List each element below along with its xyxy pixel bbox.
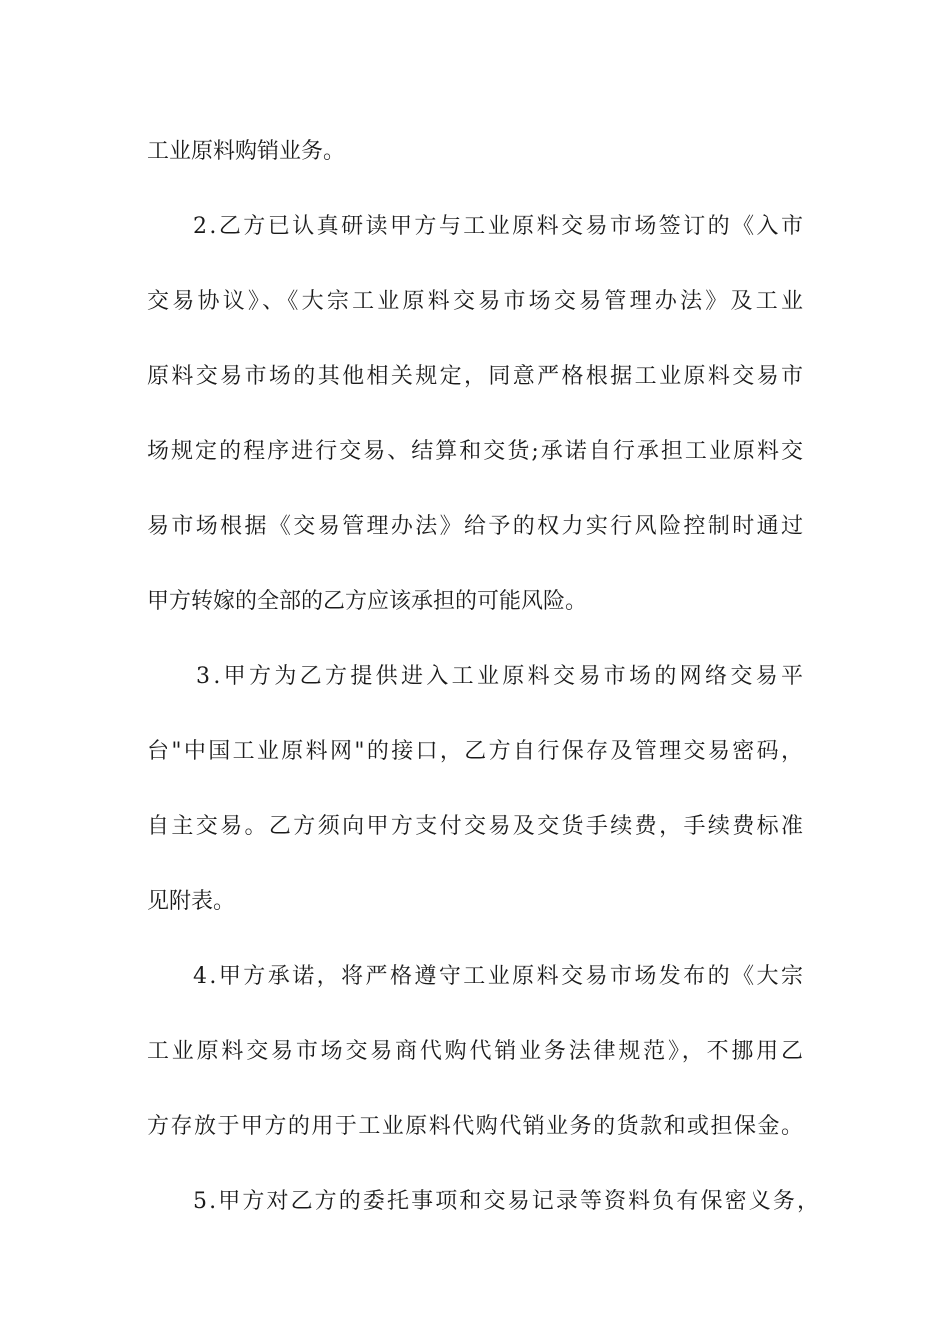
text-line-content: 交易协议》、《大宗工业原料交易市场交易管理办法》及工业	[147, 289, 807, 314]
text-line-content: 4.甲方承诺，将严格遵守工业原料交易市场发布的《大宗	[193, 964, 806, 989]
text-line-content: 工业原料交易市场交易商代购代销业务法律规范》，不挪用乙	[147, 1039, 806, 1064]
text-line	[0, 882, 950, 922]
text-line-content: 2.乙方已认真研读甲方与工业原料交易市场签订的《入市	[193, 214, 806, 239]
text-line	[0, 1182, 950, 1222]
text-line	[0, 282, 950, 322]
text-line-content: 工业原料购销业务。	[147, 139, 346, 164]
text-line-content: 自主交易。乙方须向甲方支付交易及交货手续费，手续费标准	[147, 814, 806, 839]
text-line-content: 原料交易市场的其他相关规定，同意严格根据工业原料交易市	[147, 364, 806, 389]
text-line-content: 3.甲方为乙方提供进入工业原料交易市场的网络交易平	[196, 664, 807, 689]
text-line-content: 见附表。	[147, 889, 236, 914]
text-line	[0, 582, 950, 622]
text-line	[0, 432, 950, 472]
text-line	[0, 207, 950, 247]
text-line	[0, 507, 950, 547]
text-line	[0, 1032, 950, 1072]
text-line-content: 场规定的程序进行交易、结算和交货;承诺自行承担工业原料交	[147, 439, 806, 464]
text-line-content: 甲方转嫁的全部的乙方应该承担的可能风险。	[147, 589, 588, 614]
text-line	[0, 807, 950, 847]
text-line	[0, 732, 950, 772]
text-line-content: 5.甲方对乙方的委托事项和交易记录等资料负有保密义务，	[193, 1189, 822, 1214]
text-line-content: 易市场根据《交易管理办法》给予的权力实行风险控制时通过	[147, 514, 806, 539]
text-line	[0, 957, 950, 997]
text-line-content: 方存放于甲方的用于工业原料代购代销业务的货款和或担保金。	[147, 1114, 805, 1139]
text-line	[0, 132, 950, 172]
text-line-content: 台"中国工业原料网"的接口，乙方自行保存及管理交易密码，	[147, 739, 806, 764]
text-line	[0, 657, 950, 697]
text-line	[0, 357, 950, 397]
text-line	[0, 1107, 950, 1147]
